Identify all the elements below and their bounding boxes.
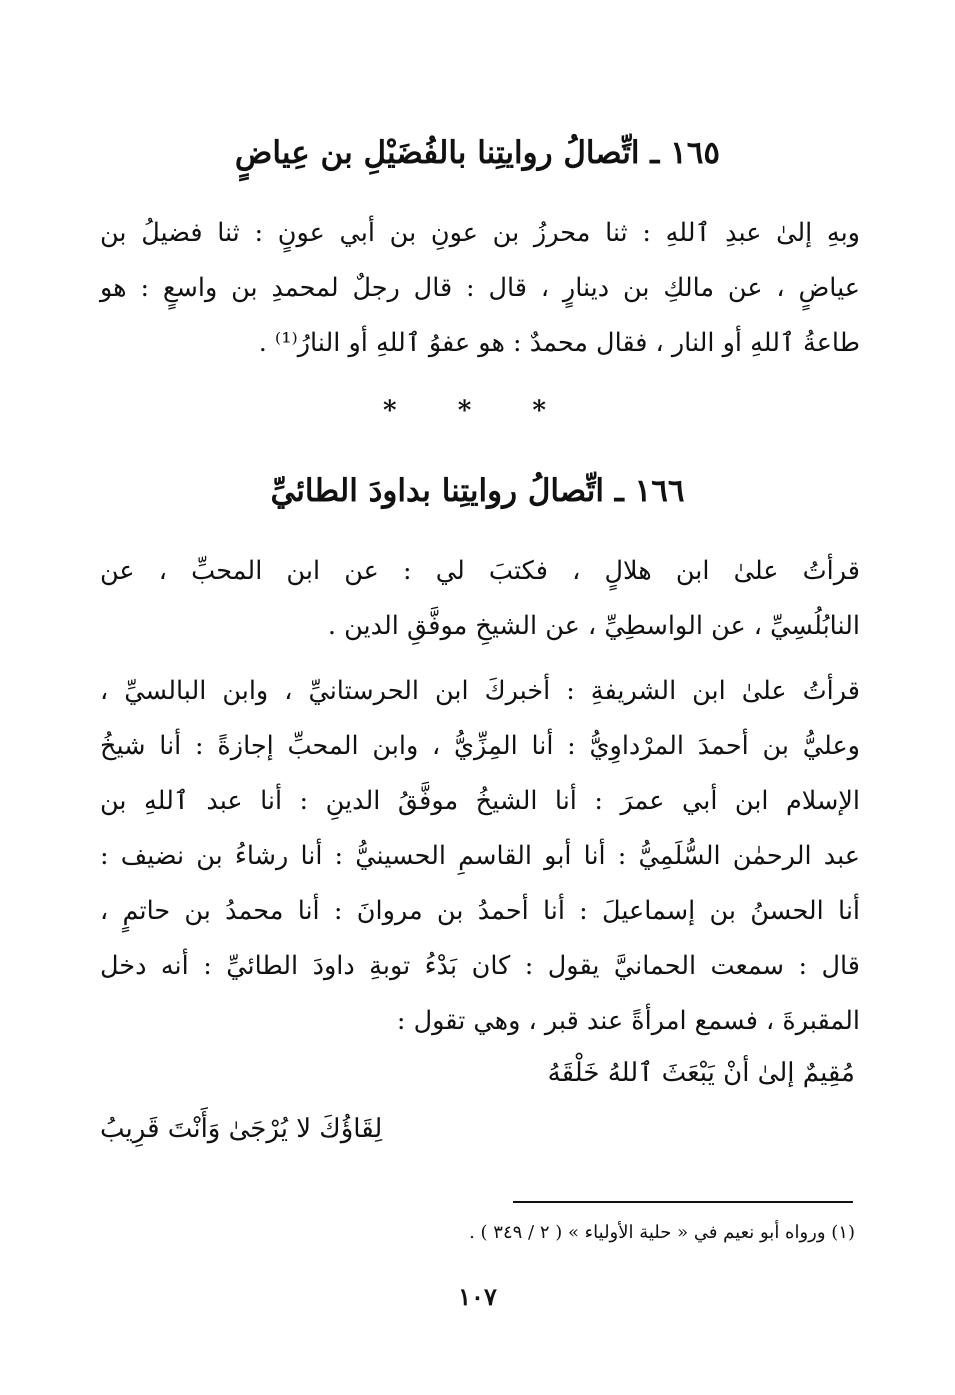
paragraph-line: المقبرةَ ، فسمع امرأةً عند قبر ، وهي تقول : [396,1006,860,1036]
paragraph-line: طاعةُ ٱللهِ أو النار ، فقال محمدٌ : هو عفوُ ٱللهِ أو النارُ⁽¹⁾ . [258,328,860,358]
paragraph-line: أنا الحسنُ بن إسماعيلَ : أنا أحمدُ بن مروانَ : أنا محمدُ بن حاتمٍ ، [100,896,860,926]
paragraph-line: قرأتُ علىٰ ابن الشريفةِ : أخبركَ ابن الحرستانيِّ ، وابن البالسيِّ ، [100,676,860,706]
section-165-paragraph [100,206,860,371]
verse-second-hemistich: لِقَاؤُكَ لا يُرْجَىٰ وَأَنْتَ قَرِيبُ [100,1114,383,1144]
paragraph-line: الإسلام ابن أبي عمرَ : أنا الشيخُ موفَّقُ الدينِ : أنا عبد ٱللهِ بن [100,786,860,816]
paragraph-line: عياضٍ ، عن مالكِ بن دينارٍ ، قال : قال رجلٌ لمحمدِ بن واسعٍ : هو [100,273,860,303]
section-166-paragraph-2 [100,664,860,1049]
footnote: (١) ورواه أبو نعيم في « حلية الأولياء » ( ٢ / ٣٤٩ ) . [469,1222,855,1243]
section-166-paragraph-1 [100,544,860,654]
section-165-heading: ١٦٥ ـ اتِّصالُ روايتِنا بالفُضَيْلِ بن عِياضٍ [234,135,721,171]
paragraph-line: قرأتُ علىٰ ابن هلالٍ ، فكتبَ لي : عن ابن المحبِّ ، عن [100,556,860,586]
verse-first-hemistich: مُقِيمٌ إلىٰ أنْ يَبْعَثَ ٱللهُ خَلْقَهُ [547,1058,855,1088]
paragraph-line: وعليُّ بن أحمدَ المرْداوِيُّ : أنا المِزِّيُّ ، وابن المحبِّ إجازةً : أنا شيخُ [100,731,860,761]
paragraph-line: قال : سمعت الحمانيَّ يقول : كان بَدْءُ توبةِ داودَ الطائيِّ : أنه دخل [100,951,860,981]
paragraph-line: النابُلُسِيِّ ، عن الواسطِيِّ ، عن الشيخِ موفَّقِ الدين . [327,611,860,641]
section-separator: * * * [383,396,572,426]
paragraph-line: وبهِ إلىٰ عبدِ ٱللهِ : ثنا محرزُ بن عونِ بن أبي عونٍ : ثنا فضيلُ بن [100,218,860,248]
paragraph-line: عبد الرحمٰن السُّلَمِيُّ : أنا أبو القاسمِ الحسينيُّ : أنا رشاءُ بن نضيف : [100,841,860,871]
page-number: ١٠٧ [458,1282,497,1311]
footnote-divider [513,1201,853,1203]
section-166-heading: ١٦٦ ـ اتِّصالُ روايتِنا بداودَ الطائيِّ [270,473,685,509]
